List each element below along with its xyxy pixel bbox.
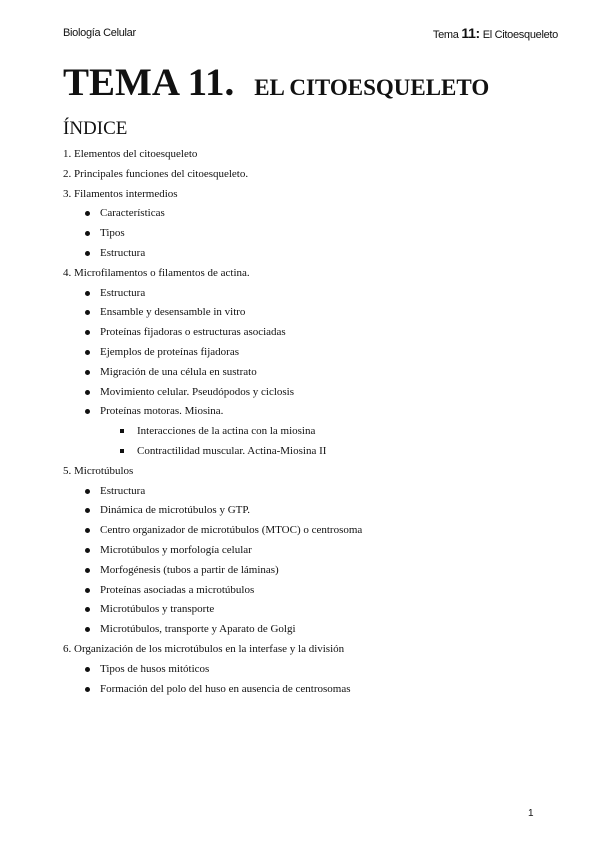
toc-item: Migración de una célula en sustrato [63,365,362,385]
running-header-right [433,25,558,41]
bullet-icon [85,370,90,375]
bullet-icon [85,588,90,593]
page-title [63,60,489,105]
running-header-prefix: Tema [432,29,459,41]
bullet-icon [85,508,90,513]
toc-item: Microtúbulos y morfología celular [63,543,362,563]
toc-item: Morfogénesis (tubos a partir de láminas) [63,563,362,583]
toc-item: Ensamble y desensamble in vitro [63,305,362,325]
title-main: TEMA 11. [63,61,235,104]
toc-item: Proteínas fijadoras o estructuras asociadas [63,325,362,345]
toc-item: Proteínas motoras. Miosina. [63,404,362,424]
page-number: 1 [528,808,534,819]
toc-item: Microtúbulos y transporte [63,602,362,622]
toc-item: Tipos de husos mitóticos [63,662,362,682]
bullet-icon [85,409,90,414]
toc-item: Dinámica de microtúbulos y GTP. [63,503,362,523]
toc-item: Movimiento celular. Pseudópodos y ciclosis [63,385,362,405]
table-of-contents [63,147,362,701]
toc-item: Formación del polo del huso en ausencia de centrosomas [63,682,362,702]
toc-subitem: Contractilidad muscular. Actina-Miosina II [63,444,362,464]
toc-section: 6. Organización de los microtúbulos en la interfase y la división [63,642,345,655]
square-bullet-icon [120,429,124,433]
bullet-icon [85,330,90,335]
toc-section: 1. Elementos del citoesqueleto [63,148,198,160]
toc-item: Estructura [63,246,362,266]
title-sub: EL CITOESQUELETO [254,75,490,100]
toc-item: Tipos [63,226,362,246]
bullet-icon [85,489,90,494]
bullet-icon [85,687,90,692]
bullet-icon [85,310,90,315]
toc-section: 2. Principales funciones del citoesqueleto. [63,167,249,180]
toc-section: 4. Microfilamentos o filamentos de actina. [63,266,250,279]
toc-item: Estructura [63,286,362,306]
bullet-icon [85,211,90,216]
toc-item: Proteínas asociadas a microtúbulos [63,583,362,603]
bullet-icon [85,251,90,256]
square-bullet-icon [120,449,124,453]
bullet-icon [85,627,90,632]
running-header-number: 11: [461,25,480,41]
toc-item: Estructura [63,484,362,504]
bullet-icon [85,548,90,553]
bullet-icon [85,291,90,296]
running-header-left: Biología Celular [63,27,136,39]
bullet-icon [85,528,90,533]
bullet-icon [85,568,90,573]
bullet-icon [85,350,90,355]
running-header-suffix: El Citoesqueleto [482,29,558,41]
bullet-icon [85,231,90,236]
toc-item: Ejemplos de proteínas fijadoras [63,345,362,365]
bullet-icon [85,390,90,395]
toc-item: Características [63,206,362,226]
bullet-icon [85,607,90,612]
toc-item: Microtúbulos, transporte y Aparato de Golgi [63,622,362,642]
toc-item: Centro organizador de microtúbulos (MTOC) o centrosoma [63,523,362,543]
toc-subitem: Interacciones de la actina con la miosina [63,424,362,444]
toc-section: 3. Filamentos intermedios [63,187,178,200]
index-heading: ÍNDICE [63,118,128,139]
bullet-icon [85,667,90,672]
toc-section: 5. Microtúbulos [63,464,134,477]
